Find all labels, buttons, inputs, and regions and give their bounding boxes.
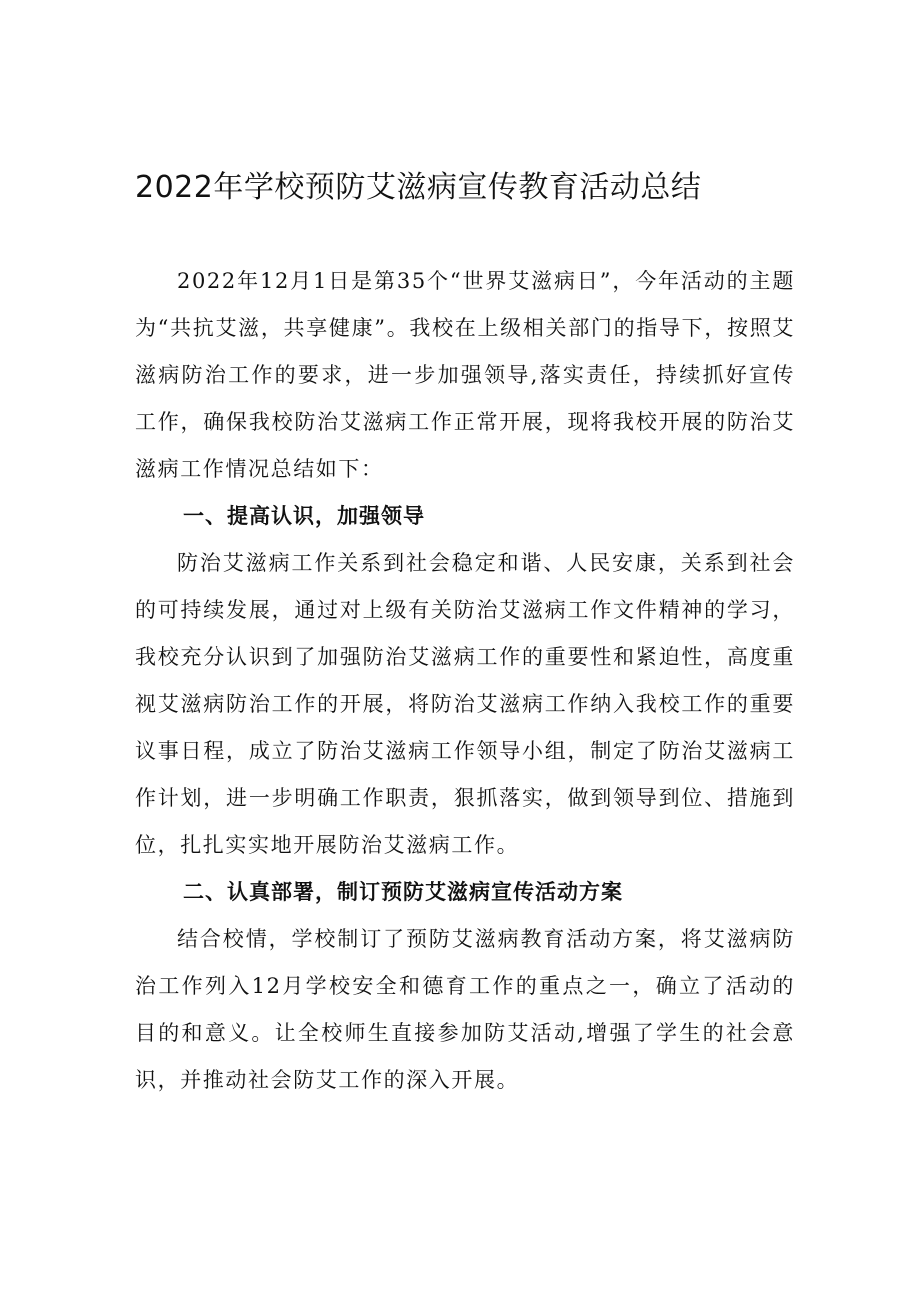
- section-1-heading: 一、提高认识，加强领导: [183, 504, 425, 528]
- document-body: [135, 258, 795, 1104]
- intro-paragraph: 2022年12月1日是第35个“世界艾滋病日”，今年活动的主题为“共抗艾滋，共享健康”。我校在上级相关部门的指导下，按照艾滋病防治工作的要求，进一步加强领导,落实责任，持续抓好宣传工作，确保我校防治艾滋病工作正常开展，现将我校开展的防治艾滋病工作情况总结如下：: [135, 269, 795, 481]
- section-2-paragraph: 结合校情，学校制订了预防艾滋病教育活动方案，将艾滋病防治工作列入12月学校安全和德育工作的重点之一，确立了活动的目的和意义。让全校师生直接参加防艾活动,增强了学生的社会意识，并推动社会防艾工作的深入开展。: [135, 927, 795, 1092]
- document-title: 2022年学校预防艾滋病宣传教育活动总结: [135, 170, 702, 205]
- section-1-paragraph: 防治艾滋病工作关系到社会稳定和谐、人民安康，关系到社会的可持续发展，通过对上级有关防治艾滋病工作文件精神的学习，我校充分认识到了加强防治艾滋病工作的重要性和紧迫性，高度重视艾滋病防治工作的开展，将防治艾滋病工作纳入我校工作的重要议事日程，成立了防治艾滋病工作领导小组，制定了防治艾滋病工作计划，进一步明确工作职责，狠抓落实，做到领导到位、措施到位，扎扎实实地开展防治艾滋病工作。: [135, 551, 795, 857]
- section-2-heading: 二、认真部署，制订预防艾滋病宣传活动方案: [183, 880, 623, 904]
